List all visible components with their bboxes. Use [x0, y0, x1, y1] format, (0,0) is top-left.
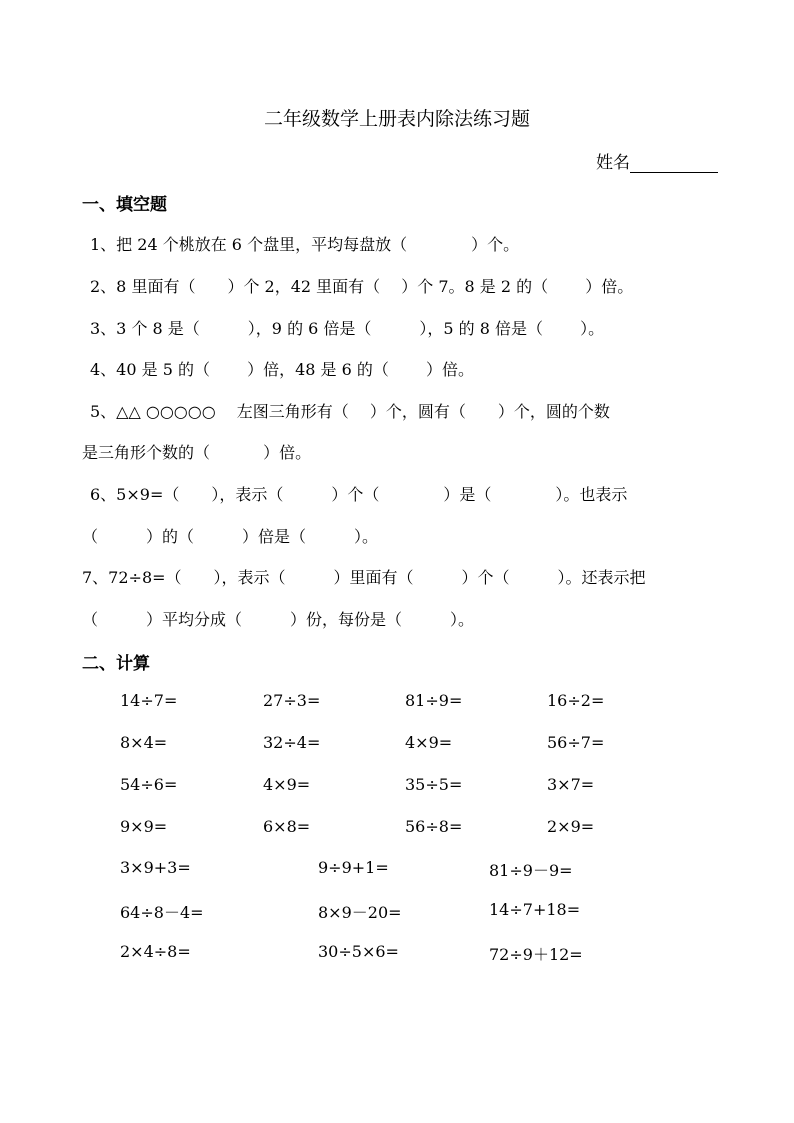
- calc-item: 6×8=: [263, 817, 311, 836]
- calc-item: 32÷4=: [263, 733, 321, 752]
- calc-item: 4×9=: [263, 775, 311, 794]
- calc-item: 81÷9=: [405, 691, 463, 710]
- calc-item: 81÷9－9=: [489, 861, 573, 880]
- calc-item: 27÷3=: [263, 691, 321, 710]
- name-field: [596, 148, 718, 173]
- calc-item: 8×4=: [120, 733, 168, 752]
- calc-item: 2×9=: [547, 817, 595, 836]
- calc-item: 35÷5=: [405, 775, 463, 794]
- calc-item: 16÷2=: [547, 691, 605, 710]
- question-5: 5、△△ ○○○○○ 左图三角形有（ ）个，圆有（ ）个，圆的个数: [90, 402, 610, 421]
- calc-item: 56÷8=: [405, 817, 463, 836]
- calc-item: 9×9=: [120, 817, 168, 836]
- calc-item: 8×9－20=: [318, 903, 402, 922]
- calc-item: 4×9=: [405, 733, 453, 752]
- calc-item: 54÷6=: [120, 775, 178, 794]
- question-6: 6、5×9=（ ），表示（ ）个（ ）是（ ）。也表示: [90, 485, 628, 504]
- name-label: 姓名: [596, 153, 630, 173]
- calc-item: 30÷5×6=: [318, 942, 399, 961]
- question-3: 3、3 个 8 是（ ），9 的 6 倍是（ ），5 的 8 倍是（ ）。: [90, 319, 605, 338]
- section-heading-fill-blank: 一、填空题: [82, 195, 167, 215]
- section-heading-calculate: 二、计算: [82, 654, 150, 674]
- calc-item: 2×4÷8=: [120, 942, 191, 961]
- question-5-continued: 是三角形个数的（ ）倍。: [82, 443, 312, 462]
- question-6-continued: （ ）的（ ）倍是（ ）。: [82, 527, 379, 546]
- name-blank-line[interactable]: [630, 155, 718, 173]
- calc-item: 3×9+3=: [120, 858, 191, 877]
- question-2: 2、8 里面有（ ）个 2，42 里面有（ ）个 7。8 是 2 的（ ）倍。: [90, 277, 634, 296]
- calc-item: 14÷7+18=: [489, 900, 581, 919]
- question-7-continued: （ ）平均分成（ ）份，每份是（ ）。: [82, 610, 475, 629]
- question-4: 4、40 是 5 的（ ）倍，48 是 6 的（ ）倍。: [90, 360, 474, 379]
- question-1: 1、把 24 个桃放在 6 个盘里，平均每盘放（ ）个。: [90, 235, 520, 254]
- calc-item: 64÷8－4=: [120, 903, 204, 922]
- question-7: 7、72÷8=（ ），表示（ ）里面有（ ）个（ ）。还表示把: [82, 568, 646, 587]
- calc-item: 3×7=: [547, 775, 595, 794]
- calc-item: 14÷7=: [120, 691, 178, 710]
- calc-item: 9÷9+1=: [318, 858, 389, 877]
- calc-item: 56÷7=: [547, 733, 605, 752]
- calc-item: 72÷9＋12=: [489, 945, 583, 964]
- page-title: 二年级数学上册表内除法练习题: [263, 108, 530, 130]
